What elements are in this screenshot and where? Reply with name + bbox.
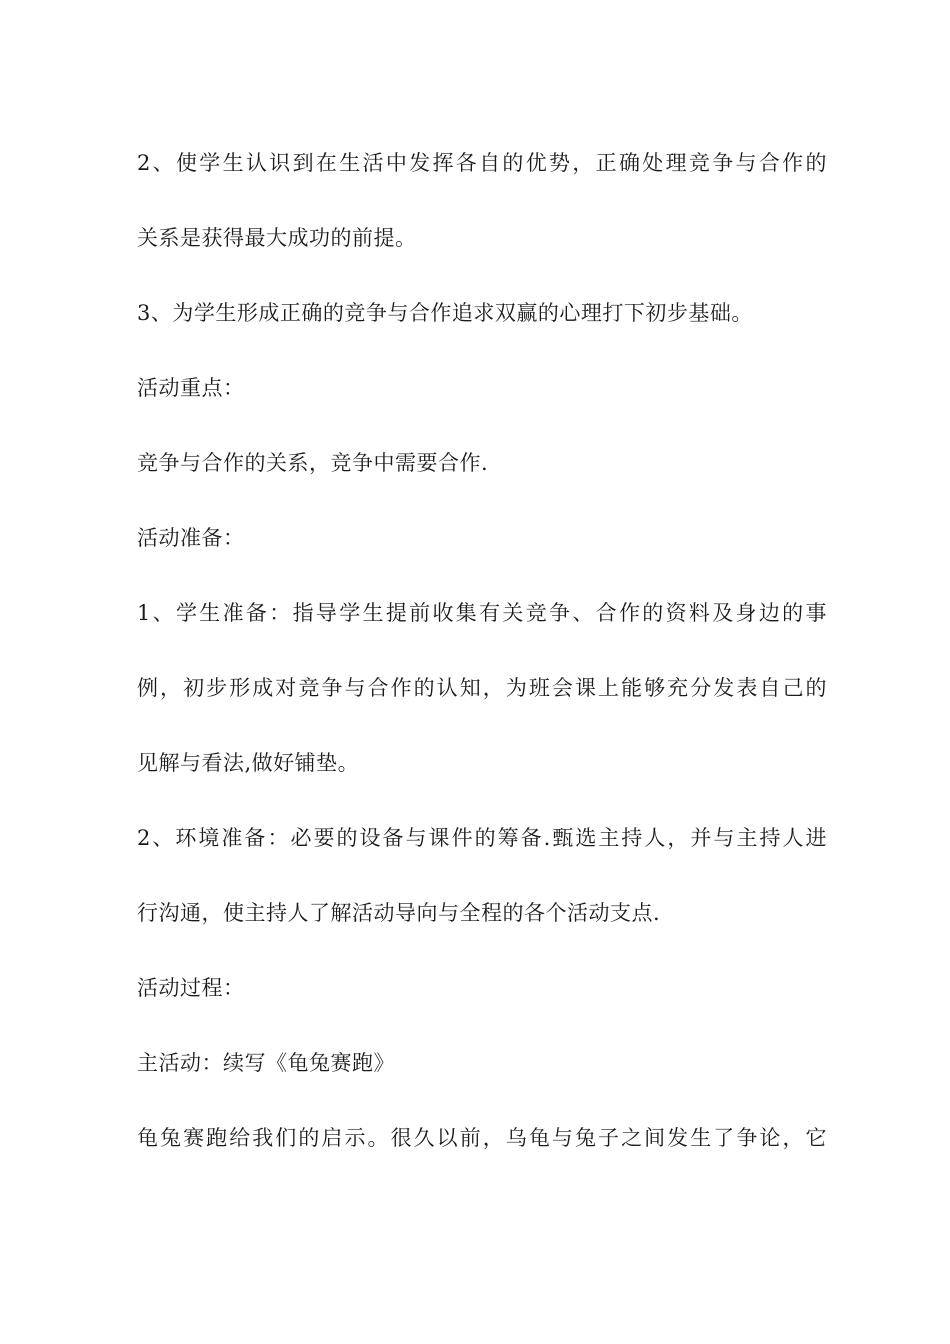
text-line: 2、环境准备：必要的设备与课件的筹备.甄选主持人，并与主持人进 [137, 826, 827, 850]
text-line: 龟兔赛跑给我们的启示。很久以前，乌龟与兔子之间发生了争论，它 [137, 1126, 827, 1150]
text-line: 主活动：续写《龟兔赛跑》 [137, 1051, 395, 1075]
section-heading: 活动重点： [137, 376, 245, 400]
section-heading: 活动准备： [137, 526, 245, 550]
section-heading: 活动过程： [137, 976, 245, 1000]
text-line: 2、使学生认识到在生活中发挥各自的优势，正确处理竞争与合作的 [137, 151, 827, 175]
text-line: 竞争与合作的关系，竞争中需要合作. [137, 451, 489, 475]
text-line: 例，初步形成对竞争与合作的认知，为班会课上能够充分发表自己的 [137, 676, 827, 700]
text-line: 3、为学生形成正确的竞争与合作追求双赢的心理打下初步基础。 [137, 301, 753, 325]
text-line: 关系是获得最大成功的前提。 [137, 226, 417, 250]
text-line: 行沟通，使主持人了解活动导向与全程的各个活动支点. [137, 901, 661, 925]
text-line: 1、学生准备：指导学生提前收集有关竞争、合作的资料及身边的事 [137, 601, 827, 625]
text-line: 见解与看法,做好铺垫。 [137, 751, 360, 775]
